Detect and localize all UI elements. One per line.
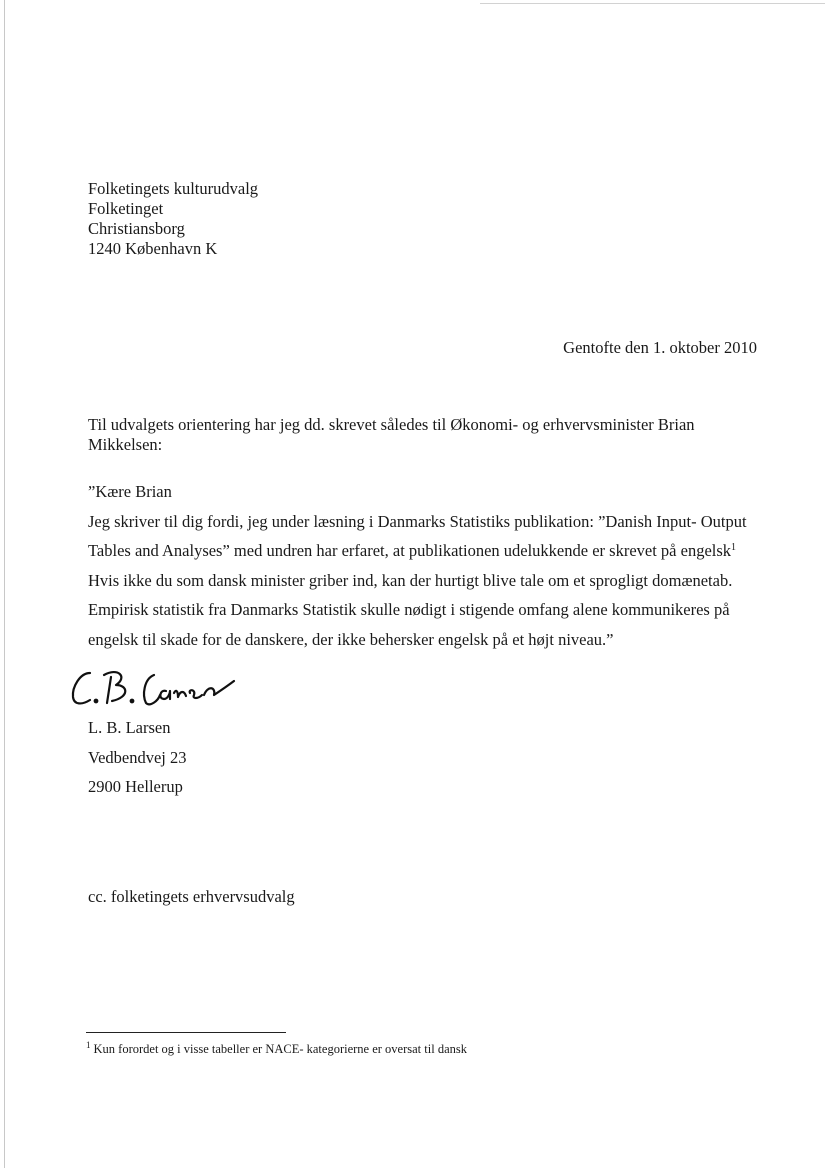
footnote-text: Kun forordet og i visse tabeller er NACE- kategorierne er oversat til dansk — [93, 1042, 467, 1056]
recipient-line-1: Folketingets kulturudvalg — [88, 179, 259, 198]
recipient-line-3: Christiansborg — [88, 219, 185, 238]
letter-line-2-text: Tables and Analyses” med undren har erfaret, at publikationen udelukkende er skrevet på engelsk — [88, 541, 732, 560]
scan-edge-left — [4, 0, 5, 1168]
footnote — [86, 1041, 467, 1057]
sender-name: L. B. Larsen — [88, 718, 171, 737]
salutation: ”Kære Brian — [88, 482, 172, 501]
recipient-line-4: 1240 København K — [88, 239, 218, 258]
sender-city: 2900 Hellerup — [88, 777, 183, 796]
intro-line-2: Mikkelsen: — [88, 435, 163, 454]
letter-line-1: Jeg skriver til dig fordi, jeg under læsning i Danmarks Statistiks publikation: ”Danish Input- Output — [88, 511, 747, 531]
cc-line: cc. folketingets erhvervsudvalg — [88, 887, 295, 906]
letter-line-2 — [88, 541, 747, 571]
footnote-rule — [86, 1032, 286, 1033]
footnote-marker: 1 — [86, 1040, 91, 1050]
intro-line-1: Til udvalgets orientering har jeg dd. skrevet således til Økonomi- og erhvervsminister Brian — [88, 415, 695, 434]
recipient-address — [88, 179, 258, 259]
recipient-line-2: Folketinget — [88, 199, 164, 218]
handwritten-signature — [66, 663, 266, 715]
sender-street: Vedbendvej 23 — [88, 747, 187, 767]
sender-address — [88, 718, 187, 807]
date-line: Gentofte den 1. oktober 2010 — [563, 338, 757, 357]
quoted-letter — [88, 482, 747, 659]
footnote-reference: 1 — [731, 542, 737, 553]
letter-line-5: engelsk til skade for de danskere, der ikke behersker engelsk på et højt niveau.” — [88, 629, 614, 649]
letter-line-4: Empirisk statistik fra Danmarks Statistik skulle nødigt i stigende omfang alene kommunikeres på — [88, 600, 730, 619]
intro-paragraph — [88, 415, 695, 455]
letter-line-3: Hvis ikke du som dansk minister griber ind, kan der hurtigt blive tale om et sprogligt domænetab. — [88, 570, 733, 590]
scan-edge-top — [480, 3, 825, 4]
